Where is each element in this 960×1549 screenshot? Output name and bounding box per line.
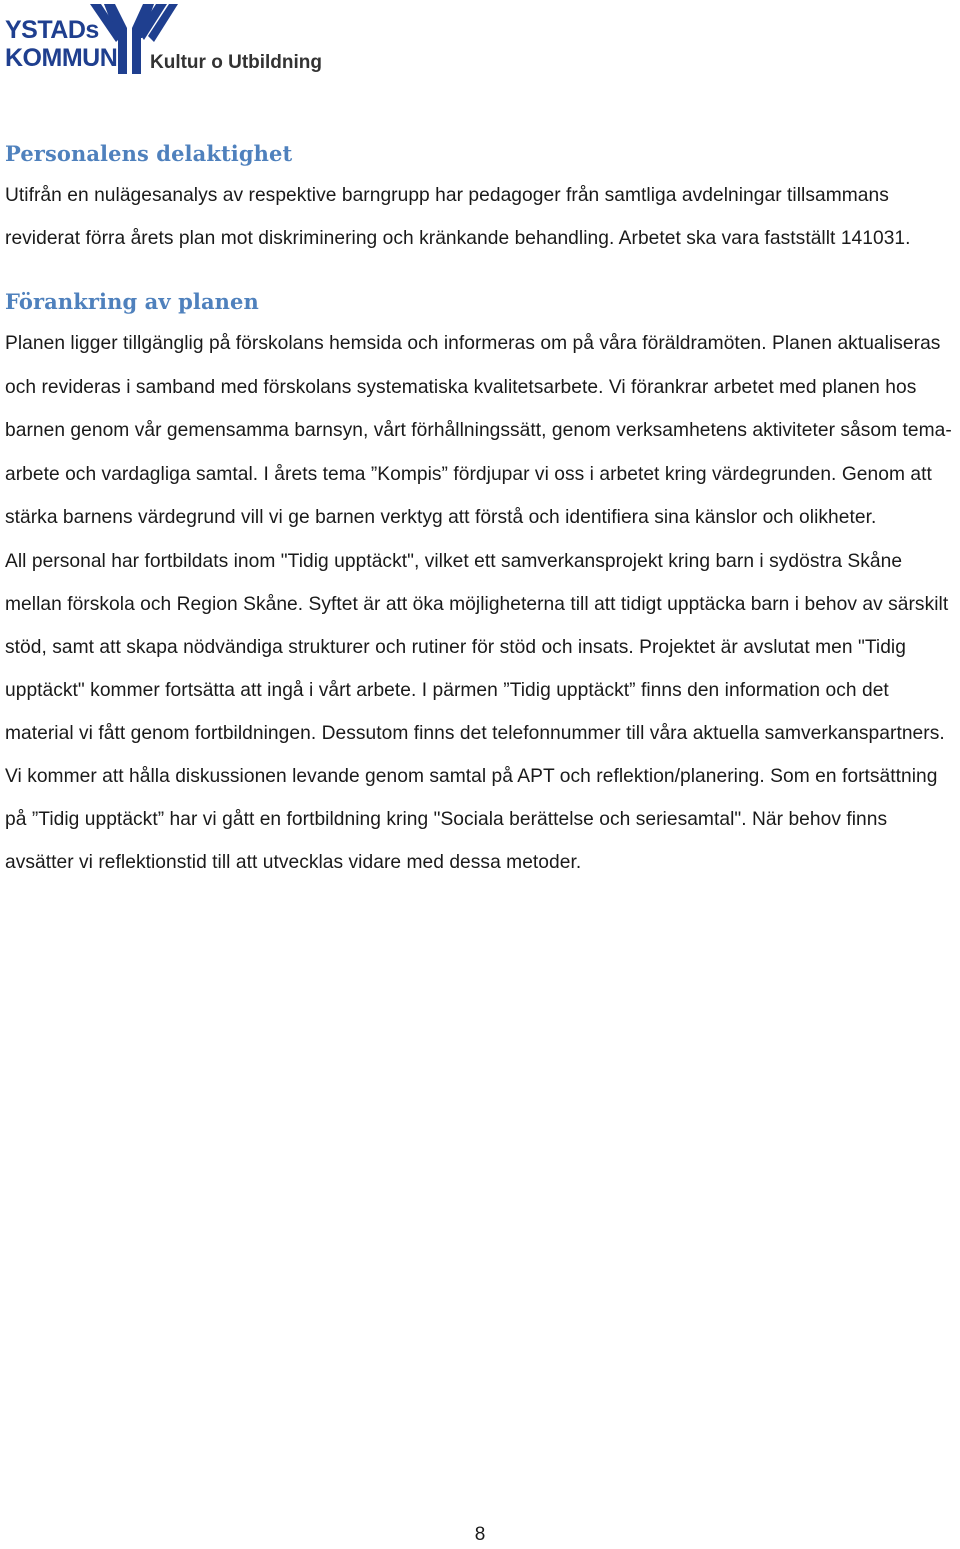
paragraph: All personal har fortbildats inom "Tidig upptäckt", vilket ett samverkansprojekt kring barn i sydöstra Skåne mellan förskola och Region Skåne. Syftet är att öka möjligheterna till att tidigt upptäcka barn i behov av särskilt stöd, samt att skapa nödvändiga strukturer och rutiner för stöd och insats. Projektet är avslutat men "Tidig upptäckt" kommer fortsätta att ingå i vårt arbete. I pärmen ”Tidig upptäckt” finns den information och det material vi fått genom fortbildningen. Dessutom finns det telefonnummer till våra aktuella samverkanspartners. Vi kommer att hålla diskussionen levande genom samtal på APT och reflektion/planering. Som en fortsättning på ”Tidig upptäckt” har vi gått en fortbildning kring "Sociala berättelse och seriesamtal". När behov finns avsätter vi reflektionstid till att utvecklas vidare med dessa metoder. [5,550,949,873]
ystad-kommun-logo [4,2,334,76]
section-heading: Förankring av planen [5,289,259,314]
paragraph: Utifrån en nulägesanalys av respektive barngrupp har pedagoger från samtliga avdelningar tillsammans reviderat förra årets plan mot diskriminering och kränkande behandling. Arbetet ska vara fastställt 141031. [5,185,911,249]
page-number: 8 [474,1524,486,1545]
document-body [5,134,960,884]
section-forankring-av-planen [5,282,960,884]
logo-subtitle: Kultur o Utbildning [150,52,323,73]
logo-line2: KOMMUN [5,44,118,72]
logo-line1: YSTADs [5,16,99,44]
section-personalens-delaktighet [5,134,960,260]
paragraph: Planen ligger tillgänglig på förskolans hemsida och informeras om på våra föräldramöten. Planen aktualiseras och revideras i samband med förskolans systematiska kvalitetsarbete. Vi förankrar arbetet med planen hos barnen genom vår gemensamma barnsyn, vårt förhållningssätt, genom verksamhetens aktiviteter såsom tema-arbete och vardagliga samtal. I årets tema ”Kompis” fördjupar vi oss i arbetet kring värdegrunden. Genom att stärka barnens värdegrund vill vi ge barnen verktyg att förstå och identifiera sina känslor och olikheter. [5,333,952,528]
section-heading: Personalens delaktighet [5,141,293,166]
